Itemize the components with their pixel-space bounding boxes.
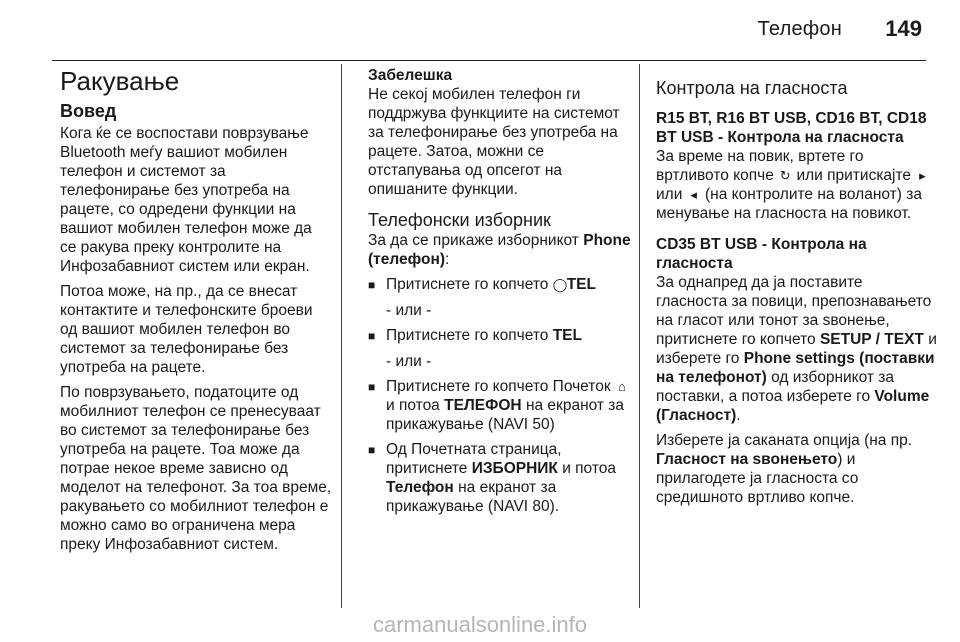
bullet-square-icon: ■ [368, 443, 376, 457]
bullet-4-bold-1: ИЗБОРНИК [471, 460, 558, 477]
list-item [368, 326, 632, 346]
vol-p3-c: ) и прилагодете ја гласноста со средишното вртливо копче. [656, 451, 859, 506]
bullet-3-bold: ТЕЛЕФОН [444, 397, 522, 414]
bullet-3-text-a: Притиснете го копчето Почеток [386, 378, 611, 395]
volume-paragraph-3 [656, 431, 938, 507]
volume-subtitle-2: CD35 BT USB - Контрола на гласноста [656, 236, 867, 272]
note-label: Забелешка [368, 67, 453, 84]
header-rule [52, 60, 926, 61]
vol-p2-a: За однапред да ја поставите гласноста за повици, препознавањето на гласот или тонот за ѕвонење, притиснете го копчето [656, 274, 932, 348]
bullet-4-text-b: и потоа [562, 460, 617, 477]
vol-p3-a: Изберете ја саканата опција (на пр. [656, 432, 913, 449]
or-separator-2: - или - [386, 353, 432, 370]
volume-paragraph-1 [656, 147, 938, 223]
or-separator-1: - или - [386, 302, 432, 319]
column-2 [368, 66, 632, 522]
bullet-4-text-c: на екранот за прикажување (NAVI 80). [386, 479, 560, 515]
list-item [368, 275, 632, 295]
menu-intro-bold: Phone (телефон) [368, 232, 631, 268]
vol-p1-c: или [656, 186, 683, 203]
bullet-square-icon: ■ [368, 329, 376, 343]
vol-p1-a: За време на повик, вртете го вртливото копче [656, 148, 864, 184]
home-icon: ⌂ [618, 379, 626, 394]
list-item [368, 377, 632, 434]
column-1 [60, 66, 332, 560]
intro-paragraph-1: Кога ќе се воспостави поврзување Bluetooth меѓу вашиот мобилен телефон и системот за телефонирање без употреба на рацете, со одредени функции на вашиот мобилен телефон може да се ракува преку контролите на Инфозабавниот систем или екран. [60, 125, 312, 275]
bullet-2-bold: TEL [552, 327, 582, 344]
vol-p2-bold-3: Volume (Гласност) [656, 388, 930, 424]
volume-control-title: Контрола на гласноста [656, 78, 848, 98]
vol-p2-e: . [736, 407, 741, 424]
bullet-4-text-a: Од Почетната страница, притиснете [386, 441, 562, 477]
bullet-4-bold-2: Телефон [386, 479, 454, 496]
list-item [368, 440, 632, 516]
rotary-knob-icon: ↻ [779, 168, 791, 183]
bullet-3-text-b: и потоа [386, 397, 440, 414]
column-3 [656, 66, 938, 513]
volume-up-icon: ▸ [919, 168, 926, 183]
watermark: carmanualsonline.info [372, 612, 588, 637]
volume-subtitle-1: R15 BT, R16 BT USB, CD16 BT, CD18 BT USB - Контрола на гласноста [656, 110, 927, 146]
menu-intro-end: : [445, 251, 450, 268]
bullet-1-text: Притиснете го копчето [386, 276, 549, 293]
page-number: 149 [885, 16, 922, 41]
volume-paragraph-2 [656, 273, 938, 425]
bullet-square-icon: ■ [368, 380, 376, 394]
bullet-1-bold: TEL [566, 276, 596, 293]
vol-p2-d: од изборникот за поставки, а потоа изберете го [656, 369, 895, 405]
subsection-title: Вовед [60, 101, 117, 121]
vol-p3-bold: Гласност на ѕвонењето [656, 451, 838, 468]
vol-p1-d: (на контролите на воланот) за менување на гласноста на повикот. [656, 186, 922, 222]
phone-menu-title: Телефонски изборник [368, 210, 551, 230]
column-divider-1 [341, 64, 342, 608]
phone-book-icon: ◯ [552, 277, 568, 292]
vol-p2-bold-2: Phone settings (поставки на телефонот) [656, 350, 935, 386]
header-title: Телефон [757, 18, 842, 40]
note-text: Не секој мобилен телефон ги поддржува функциите на системот за телефонирање без употреба на рацете. Затоа, можни се отстапувања од опсегот на опишаните функции. [368, 86, 620, 198]
volume-down-icon: ◂ [690, 187, 697, 202]
section-title: Ракување [60, 66, 180, 96]
page-header [0, 0, 960, 62]
vol-p2-c: и изберете го [656, 331, 937, 367]
column-divider-2 [639, 64, 640, 608]
vol-p2-bold-1: SETUP / TEXT [819, 331, 924, 348]
bullet-3-text-c: на екранот за прикажување (NAVI 50) [386, 397, 625, 433]
vol-p1-b: или притискајте [796, 167, 912, 184]
menu-intro-text: За да се прикаже изборникот [368, 232, 579, 249]
phone-menu-intro [368, 231, 632, 269]
intro-paragraph-3: По поврзувањето, податоците од мобилниот телефон се пренесуваат во системот за телефонирање без употреба на рацете. Тоа може да потрае некое време зависно од моделот на телефонот. За тоа време, ракувањето со мобилниот телефон е можно само во ограничена мера преку Инфозабавниот систем. [60, 384, 332, 553]
intro-paragraph-2: Потоа може, на пр., да се внесат контактите и телефонските броеви од вашиот мобилен телефон во системот за телефонирање без употреба на рацете. [60, 283, 313, 376]
bullet-square-icon: ■ [368, 278, 376, 292]
bullet-2-text: Притиснете го копчето [386, 327, 549, 344]
